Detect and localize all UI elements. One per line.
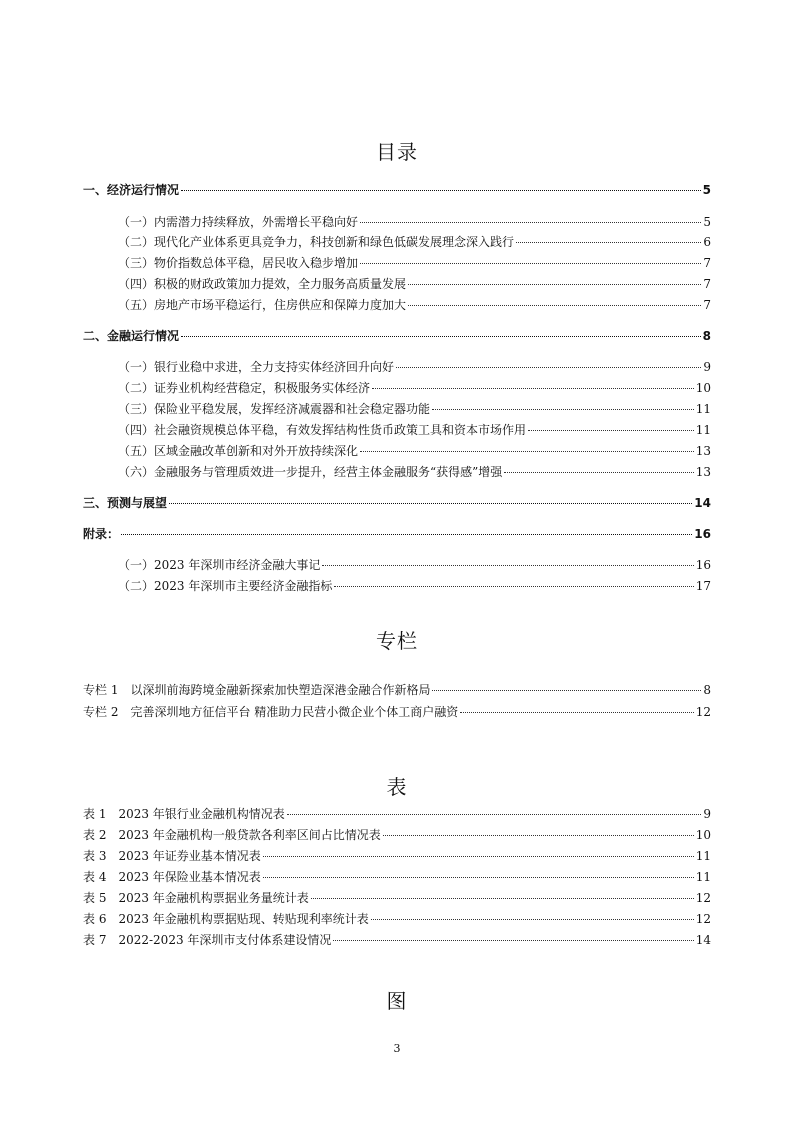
toc-section-label: 一、经济运行情况 xyxy=(83,183,180,197)
dot-leader xyxy=(334,586,693,587)
dot-leader xyxy=(528,430,694,431)
toc-page-number: 6 xyxy=(703,235,711,249)
toc-item[interactable] xyxy=(118,401,711,417)
dot-leader xyxy=(121,534,692,535)
dot-leader xyxy=(333,940,693,941)
toc-item[interactable] xyxy=(118,443,711,459)
toc-title: 目录 xyxy=(376,140,418,164)
toc-page-number: 7 xyxy=(703,298,711,312)
toc-page-number: 7 xyxy=(703,256,711,270)
columns-title: 专栏 xyxy=(376,629,418,653)
table-entry-label: 表 2 2023 年金融机构一般贷款各利率区间占比情况表 xyxy=(83,828,381,842)
toc-item-label: （五）区域金融改革创新和对外开放持续深化 xyxy=(118,444,359,458)
toc-page-number: 17 xyxy=(695,579,711,593)
figures-title: 图 xyxy=(386,989,408,1013)
dot-leader xyxy=(360,222,701,223)
dot-leader xyxy=(408,305,701,306)
toc-item[interactable] xyxy=(118,297,711,313)
table-entry[interactable] xyxy=(83,932,711,948)
dot-leader xyxy=(181,190,701,191)
toc-page-number: 16 xyxy=(695,558,711,572)
dot-leader xyxy=(516,242,701,243)
table-entry-label: 表 4 2023 年保险业基本情况表 xyxy=(83,870,261,884)
toc-item[interactable] xyxy=(118,359,711,375)
table-entry[interactable] xyxy=(83,890,711,906)
dot-leader xyxy=(432,409,694,410)
toc-item[interactable] xyxy=(118,380,711,396)
dot-leader xyxy=(263,856,694,857)
toc-item-label: （二）2023 年深圳市主要经济金融指标 xyxy=(118,579,333,593)
dot-leader xyxy=(287,814,702,815)
table-page-number: 9 xyxy=(703,807,711,821)
table-entry[interactable] xyxy=(83,827,711,843)
dot-leader xyxy=(322,565,693,566)
toc-item[interactable] xyxy=(118,557,711,573)
table-page-number: 12 xyxy=(695,912,711,926)
toc-section-label: 二、金融运行情况 xyxy=(83,329,180,343)
toc-item-label: （四）社会融资规模总体平稳，有效发挥结构性货币政策工具和资本市场作用 xyxy=(118,423,527,437)
toc-page-number: 8 xyxy=(702,329,711,343)
tables-title: 表 xyxy=(386,775,408,799)
toc-item[interactable] xyxy=(118,234,711,250)
table-entry[interactable] xyxy=(83,911,711,927)
toc-item-label: （六）金融服务与管理质效进一步提升，经营主体金融服务“获得感”增强 xyxy=(118,465,503,479)
toc-item[interactable] xyxy=(118,276,711,292)
dot-leader xyxy=(360,451,694,452)
toc-page-number: 13 xyxy=(695,444,711,458)
toc-page-number: 16 xyxy=(694,527,711,541)
toc-item-label: （二）证券业机构经营稳定，积极服务实体经济 xyxy=(118,381,371,395)
table-page-number: 12 xyxy=(695,891,711,905)
page-number: 3 xyxy=(393,1042,401,1055)
dot-leader xyxy=(396,367,701,368)
toc-item-label: （五）房地产市场平稳运行，住房供应和保障力度加大 xyxy=(118,298,407,312)
toc-page-number: 11 xyxy=(695,423,711,437)
toc-section-label: 三、预测与展望 xyxy=(83,496,168,510)
dot-leader xyxy=(169,503,692,504)
column-entry-label: 专栏 2 完善深圳地方征信平台 精准助力民营小微企业个体工商户融资 xyxy=(83,705,459,719)
table-entry-label: 表 3 2023 年证券业基本情况表 xyxy=(83,849,261,863)
toc-item-label: （四）积极的财政政策加力提效，全力服务高质量发展 xyxy=(118,277,407,291)
toc-item-label: （三）保险业平稳发展，发挥经济减震器和社会稳定器功能 xyxy=(118,402,431,416)
toc-section-appendix[interactable] xyxy=(83,526,711,542)
toc-item-label: （一）银行业稳中求进，全力支持实体经济回升向好 xyxy=(118,360,395,374)
dot-leader xyxy=(432,690,701,691)
table-page-number: 11 xyxy=(695,870,711,884)
dot-leader xyxy=(504,472,693,473)
toc-page-number: 14 xyxy=(694,496,711,510)
toc-page-number: 5 xyxy=(702,183,711,197)
table-page-number: 10 xyxy=(695,828,711,842)
column-page-number: 8 xyxy=(703,683,711,697)
toc-item-label: （三）物价指数总体平稳，居民收入稳步增加 xyxy=(118,256,359,270)
dot-leader xyxy=(360,263,701,264)
column-entry[interactable] xyxy=(83,682,711,698)
dot-leader xyxy=(383,835,694,836)
table-entry-label: 表 5 2023 年金融机构票据业务量统计表 xyxy=(83,891,309,905)
dot-leader xyxy=(372,388,694,389)
toc-item[interactable] xyxy=(118,464,711,480)
dot-leader xyxy=(408,284,701,285)
table-page-number: 14 xyxy=(695,933,711,947)
table-entry[interactable] xyxy=(83,848,711,864)
table-entry-label: 表 6 2023 年金融机构票据贴现、转贴现利率统计表 xyxy=(83,912,369,926)
toc-section-label: 附录： xyxy=(83,527,120,541)
column-page-number: 12 xyxy=(695,705,711,719)
table-entry[interactable] xyxy=(83,869,711,885)
table-entry[interactable] xyxy=(83,806,711,822)
toc-page-number: 11 xyxy=(695,402,711,416)
toc-item[interactable] xyxy=(118,214,711,230)
toc-item[interactable] xyxy=(118,255,711,271)
dot-leader xyxy=(371,919,694,920)
toc-section-3[interactable] xyxy=(83,495,711,511)
toc-page-number: 5 xyxy=(703,215,711,229)
table-entry-label: 表 7 2022-2023 年深圳市支付体系建设情况 xyxy=(83,933,332,947)
toc-page-number: 9 xyxy=(703,360,711,374)
dot-leader xyxy=(263,877,694,878)
toc-item[interactable] xyxy=(118,578,711,594)
dot-leader xyxy=(181,336,701,337)
toc-page-number: 7 xyxy=(703,277,711,291)
toc-page-number: 13 xyxy=(695,465,711,479)
dot-leader xyxy=(311,898,694,899)
toc-section-1[interactable] xyxy=(83,182,711,198)
toc-item-label: （一）2023 年深圳市经济金融大事记 xyxy=(118,558,321,572)
toc-item-label: （二）现代化产业体系更具竞争力，科技创新和绿色低碳发展理念深入践行 xyxy=(118,235,515,249)
toc-page-number: 10 xyxy=(695,381,711,395)
column-entry-label: 专栏 1 以深圳前海跨境金融新探索加快塑造深港金融合作新格局 xyxy=(83,683,431,697)
toc-item-label: （一）内需潜力持续释放，外需增长平稳向好 xyxy=(118,215,359,229)
toc-item[interactable] xyxy=(118,422,711,438)
table-page-number: 11 xyxy=(695,849,711,863)
table-entry-label: 表 1 2023 年银行业金融机构情况表 xyxy=(83,807,285,821)
column-entry[interactable] xyxy=(83,704,711,720)
toc-section-2[interactable] xyxy=(83,328,711,344)
dot-leader xyxy=(460,712,693,713)
